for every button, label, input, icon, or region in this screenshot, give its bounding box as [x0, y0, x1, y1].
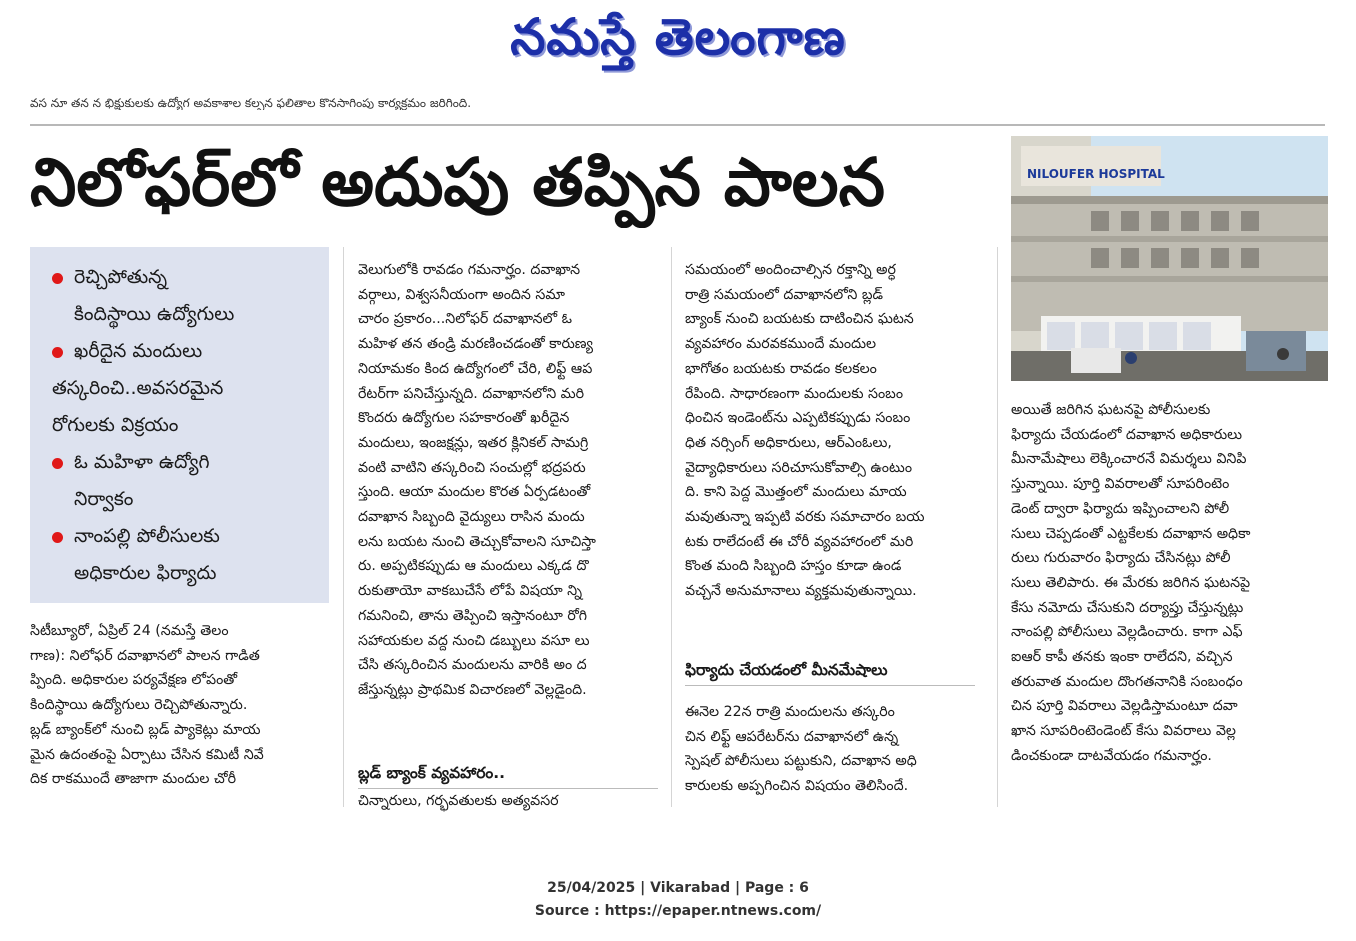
text-line: మీనామేషాలు లెక్కించారనే విమర్శలు వినిపి — [1011, 451, 1247, 468]
text-line: కొంత మంది సిబ్బంది హస్తం కూడా ఉండ — [685, 558, 902, 575]
text-line: సమయంలో అందించాల్సిన రక్తాన్ని అర్ధ — [685, 262, 896, 278]
article-column-2-continued — [358, 789, 658, 814]
text-line: రేటర్‌గా పనిచేస్తున్నది. దవాఖానలోని మరి — [358, 385, 585, 402]
text-line: చిన పూర్తి వివరాలు వెల్లడిస్తామంటూ దవా — [1011, 698, 1238, 715]
text-line: వెలుగులోకి రావడం గమనార్హం. దవాఖాన — [358, 262, 581, 278]
text-line: వ్యవహారం మరవకముందే మందుల — [685, 336, 877, 353]
article-column-1 — [30, 619, 330, 792]
masthead-logo: నమస్తే తెలంగాణ — [510, 8, 846, 66]
top-divider — [30, 124, 1325, 126]
text-line: రుకుతాయో వాకబుచేసే లోపే విషయా న్ని — [358, 583, 582, 600]
text-line: స్తుంది. ఆయా మందుల కొరత ఏర్పడటంతో — [358, 484, 591, 501]
text-line: మహిళ తన తండ్రి మరణించడంతో కారుణ్య — [358, 336, 594, 353]
article-headline: నిలోఫర్‌లో అదుపు తప్పిన పాలన — [30, 144, 885, 221]
text-line: డించకుండా దాటవేయడం గమనార్హం. — [1011, 747, 1212, 764]
footer-source-link[interactable]: Source : https://epaper.ntnews.com/ — [534, 903, 822, 919]
red-bullet-icon — [52, 532, 63, 543]
footer-date-edition: 25/04/2025 | Vikarabad | Page : 6 — [547, 880, 809, 896]
text-line: రులు గురువారం ఫిర్యాదు చేసినట్లు పోలీ — [1011, 550, 1231, 567]
text-line: టకు రాలేదంటే ఈ చోరీ వ్యవహారంలో మరి — [685, 533, 914, 550]
article-column-2 — [358, 258, 658, 703]
text-line: దిక రాకముందే తాజాగా మందుల చోరీ — [30, 771, 237, 788]
text-line: రాత్రి సమయంలో దవాఖానలోని బ్లడ్ — [685, 286, 883, 303]
text-line: లను బయట నుంచి తెచ్చుకోవాలని సూచిస్తా — [358, 533, 596, 550]
text-line: ప్పింది. అధికారుల పర్యవేక్షణ లోపంతో — [30, 672, 238, 689]
text-line: కారులకు అప్పగించిన విషయం తెలిసిందే. — [685, 778, 909, 795]
text-line: నాంపల్లి పోలీసులు వెల్లడించారు. కాగా ఎఫ్ — [1011, 624, 1243, 641]
text-line: వర్గాలు, విశ్వసనీయంగా అందిన సమా — [358, 286, 565, 303]
text-line: చిన్నారులు, గర్భవతులకు అత్యవసర — [358, 793, 559, 809]
text-line: నియామకం కింద ఉద్యోగంలో చేరి, లిఫ్ట్ ఆప — [358, 360, 593, 377]
text-line: వచ్చనే అనుమానాలు వ్యక్తమవుతున్నాయి. — [685, 583, 917, 600]
text-line: దవాఖాన సిబ్బంది వైద్యులు రాసిన మందు — [358, 509, 585, 526]
text-line: ఫిర్యాదు చేయడంలో దవాఖాన అధికారులు — [1011, 426, 1243, 443]
subheading-blood-bank: బ్లడ్ బ్యాంక్ వ్యవహారం.. — [358, 764, 506, 782]
subheading-complaint: ఫిర్యాదు చేయడంలో మీనమేషాలు — [685, 661, 888, 679]
text-line: సహాయకుల వద్ద నుంచి డబ్బులు వసూ లు — [358, 632, 590, 649]
text-line: సులు చెప్పడంతో ఎట్టకేలకు దవాఖాన అధికా — [1011, 525, 1251, 542]
hospital-photo — [1011, 136, 1328, 381]
text-line: డెంట్ ద్వారా ఫిర్యాదు ఇప్పించాలని పోలీ — [1011, 500, 1230, 517]
subheading-underline — [685, 685, 975, 686]
red-bullet-icon — [52, 458, 63, 469]
text-line: తరువాత మందుల దొంగతనానికి సంబంధం — [1011, 673, 1243, 690]
text-line: మైన ఉదంతంపై ఏర్పాటు చేసిన కమిటీ నివే — [30, 746, 264, 763]
text-line: జేస్తున్నట్లు ప్రాథమిక విచారణలో వెల్లడైంది. — [358, 681, 587, 698]
text-line: వైద్యాధికారులు సరిచూసుకోవాల్సి ఉంటుం — [685, 459, 913, 476]
svg-text:NILOUFER HOSPITAL: NILOUFER HOSPITAL — [1027, 167, 1165, 181]
hospital-building-photo-icon — [1011, 136, 1328, 381]
red-bullet-icon — [52, 273, 63, 284]
text-line: ఈనెల 22న రాత్రి మందులను తస్కరిం — [685, 704, 895, 720]
text-line: రేపింది. సాధారణంగా మందులకు సంబం — [685, 385, 904, 402]
column-divider — [997, 247, 998, 807]
text-line: స్తున్నాయి. పూర్తి వివరాలతో సూపరింటెం — [1011, 476, 1230, 493]
text-line: ధిత నర్సింగ్ అధికారులు, ఆర్ఎంఓలు, — [685, 434, 892, 451]
article-column-3-continued — [685, 700, 982, 799]
text-line: గాణ): నిలోఫర్ దవాఖానలో పాలన గాడిత — [30, 647, 260, 664]
text-line: భాగోతం బయటకు రావడం కలకలం — [685, 360, 877, 377]
text-line: రు. అప్పటికప్పుడు ఆ మందులు ఎక్కడ దొ — [358, 558, 589, 575]
column-divider — [343, 247, 344, 807]
text-line: చారం ప్రకారం...నిలోఫర్ దవాఖానలో ఓ — [358, 311, 573, 328]
text-line: సులు తెలిపారు. ఈ మేరకు జరిగిన ఘటనపై — [1011, 574, 1251, 591]
article-column-4 — [1011, 398, 1329, 769]
column-divider — [671, 247, 672, 807]
text-line: బ్లడ్ బ్యాంక్‌లో నుంచి బ్లడ్ ప్యాకెట్లు మాయ — [30, 721, 261, 738]
red-bullet-icon — [52, 347, 63, 358]
highlight-item: ఓ మహిళా ఉద్యోగి నిర్వాకం — [52, 444, 313, 518]
highlights-box — [30, 247, 329, 603]
text-line: చిన లిఫ్ట్ ఆపరేటర్‌ను దవాఖానలో ఉన్న — [685, 728, 899, 745]
text-line: ది. కాని పెద్ద మొత్తంలో మందులు మాయ — [685, 484, 907, 501]
text-line: కొందరు ఉద్యోగుల సహకారంతో ఖరీదైన — [358, 410, 570, 427]
text-line: గమనించి, తాను తెప్పించి ఇస్తానంటూ రోగి — [358, 607, 587, 624]
highlight-item: ఖరీదైన మందులు తస్కరించి..అవసరమైన రోగులకు విక్రయం — [52, 340, 224, 436]
highlight-item: నాంపల్లి పోలీసులకు అధికారుల ఫిర్యాదు — [52, 518, 313, 592]
text-line: కేసు నమోదు చేసుకుని దర్యాప్తు చేస్తున్నట్లు — [1011, 599, 1244, 616]
text-line: మందులు, ఇంజక్షన్లు, ఇతర క్లినికల్ సామగ్రి — [358, 434, 589, 451]
text-line: వంటి వాటిని తస్కరించి సంచుల్లో భద్రపరు — [358, 459, 586, 476]
text-line: ధించిన ఇండెంట్‌ను ఎప్పటికప్పుడు సంబం — [685, 410, 911, 427]
article-column-3 — [685, 258, 982, 604]
text-line: అయితే జరిగిన ఘటనపై పోలీసులకు — [1011, 402, 1211, 418]
highlight-item: రెచ్చిపోతున్న కిందిస్థాయి ఉద్యోగులు — [52, 259, 313, 333]
text-line: కిందిస్థాయి ఉద్యోగులు రెచ్చిపోతున్నారు. — [30, 697, 248, 714]
cutline-text: వస నూ తన న భిక్షుకులకు ఉద్యోగ అవకాశాల కల్పన ఫలితాల కొనసాగింపు కార్యక్రమం జరిగింది. — [30, 96, 472, 110]
text-line: ఐఆర్ కాపీ తనకు ఇంకా రాలేదని, వచ్చిన — [1011, 649, 1233, 666]
text-line: ఖాన సూపరింటెండెంట్ కేసు వివరాలు వెల్ల — [1011, 723, 1236, 740]
text-line: చేసి తస్కరించిన మందులను వారికి అం ద — [358, 657, 587, 674]
text-line: స్పెషల్ పోలీసులు పట్టుకుని, దవాఖాన అధి — [685, 753, 917, 770]
text-line: సిటీబ్యూరో, ఏప్రిల్ 24 (నమస్తే తెలం — [30, 623, 229, 639]
text-line: బ్యాంక్ నుంచి బయటకు దాటించిన ఘటన — [685, 311, 914, 328]
text-line: మవుతున్నా ఇప్పటి వరకు సమాచారం బయ — [685, 509, 925, 526]
